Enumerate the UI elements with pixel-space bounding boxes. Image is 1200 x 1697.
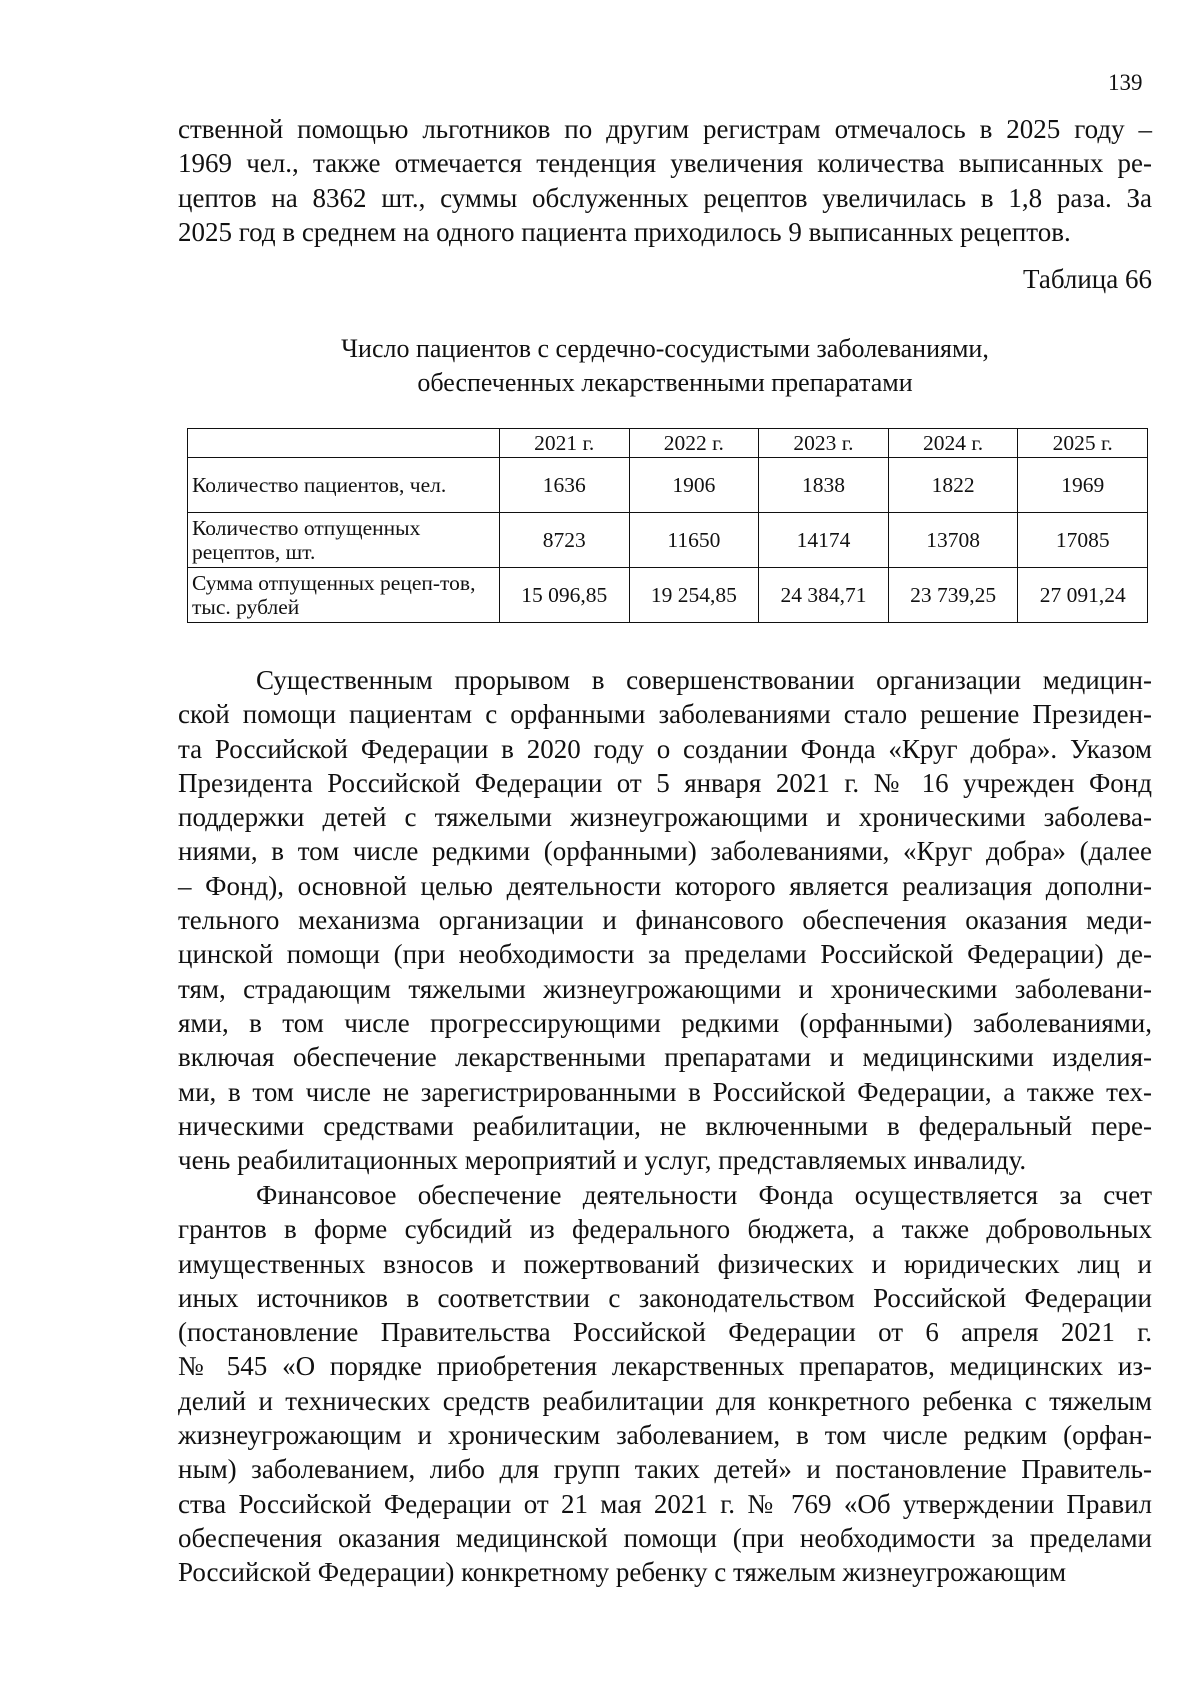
table-cell: 8723 (499, 513, 629, 568)
patients-table (187, 428, 1148, 623)
text-line: ническими средствами реабилитации, не включенными в федеральный пере- (178, 1110, 1152, 1141)
table-label: Таблица 66 (1023, 264, 1152, 294)
table-cell: 23 739,25 (888, 568, 1018, 623)
intro-paragraph (178, 112, 1152, 249)
text-line: Президента Российской Федерации от 5 января 2021 г. № 16 учрежден Фонд (178, 767, 1152, 798)
text-line: цинской помощи (при необходимости за пределами Российской Федерации) де- (178, 939, 1152, 970)
table-caption-line-2: обеспеченных лекарственными препаратами (417, 368, 913, 397)
body-paragraph-fund-creation (178, 663, 1152, 1177)
header-cell-2025: 2025 г. (1018, 429, 1148, 458)
row-label: Количество пациентов, чел. (188, 458, 500, 513)
text-line: та Российской Федерации в 2020 году о создании Фонда «Круг добра». Указом (178, 733, 1152, 764)
text-line: грантов в форме субсидий из федерального бюджета, а также добровольных (178, 1214, 1152, 1245)
text-line: ственной помощью льготников по другим регистрам отмечалось в 2025 году – (178, 114, 1152, 144)
text-line: ным) заболеванием, либо для групп таких детей» и постановление Правитель- (178, 1454, 1152, 1485)
table-row (188, 458, 1148, 513)
text-line: ниями, в том числе редкими (орфанными) заболеваниями, «Круг добра» (далее (178, 836, 1152, 867)
text-line: цептов на 8362 шт., суммы обслуженных рецептов увеличилась в 1,8 раза. За (178, 182, 1152, 213)
table-cell: 14174 (759, 513, 889, 568)
header-cell-2021: 2021 г. (499, 429, 629, 458)
text-line: делий и технических средств реабилитации для конкретного ребенка с тяжелым (178, 1385, 1152, 1416)
text-line: (постановление Правительства Российской Федерации от 6 апреля 2021 г. (178, 1317, 1152, 1348)
table-cell: 1838 (759, 458, 889, 513)
text-line: обеспечения оказания медицинской помощи (при необходимости за пределами (178, 1522, 1152, 1553)
table-caption-line-1: Число пациентов с сердечно-сосудистыми заболеваниями, (341, 334, 989, 363)
text-line: чень реабилитационных мероприятий и услуг, представляемых инвалиду. (178, 1145, 1027, 1176)
row-label: Количество отпущенных рецептов, шт. (188, 513, 500, 568)
text-line: 1969 чел., также отмечается тенденция увеличения количества выписанных ре- (178, 148, 1152, 179)
table-cell: 27 091,24 (1018, 568, 1148, 623)
table-cell: 17085 (1018, 513, 1148, 568)
table-cell: 11650 (629, 513, 759, 568)
text-line: иных источников в соответствии с законодательством Российской Федерации (178, 1282, 1152, 1313)
table-cell: 1822 (888, 458, 1018, 513)
text-line: 2025 год в среднем на одного пациента приходилось 9 выписанных рецептов. (178, 216, 1071, 247)
header-cell-empty (188, 429, 500, 458)
text-line: включая обеспечение лекарственными препаратами и медицинскими изделия- (178, 1042, 1152, 1073)
table-header-row (188, 429, 1148, 458)
table-cell: 1636 (499, 458, 629, 513)
text-line: жизнеугрожающим и хроническим заболеванием, в том числе редким (орфан- (178, 1420, 1152, 1451)
table-caption (178, 332, 1152, 400)
table-cell: 19 254,85 (629, 568, 759, 623)
table-cell: 13708 (888, 513, 1018, 568)
header-cell-2023: 2023 г. (759, 429, 889, 458)
text-line: ями, в том числе прогрессирующими редкими (орфанными) заболеваниями, (178, 1007, 1152, 1038)
text-line: Российской Федерации) конкретному ребенку с тяжелым жизнеугрожающим (178, 1557, 1067, 1588)
text-line: Существенным прорывом в совершенствовании организации медицин- (256, 665, 1152, 695)
header-cell-2022: 2022 г. (629, 429, 759, 458)
row-label: Сумма отпущенных рецеп-тов, тыс. рублей (188, 568, 500, 623)
header-cell-2024: 2024 г. (888, 429, 1018, 458)
page-number: 139 (1108, 70, 1143, 95)
text-line: ской помощи пациентам с орфанными заболеваниями стало решение Президен- (178, 699, 1152, 730)
table-cell: 24 384,71 (759, 568, 889, 623)
table-cell: 15 096,85 (499, 568, 629, 623)
text-line: ми, в том числе не зарегистрированными в Российской Федерации, а также тех- (178, 1076, 1152, 1107)
text-line: поддержки детей с тяжелыми жизнеугрожающими и хроническими заболева- (178, 802, 1152, 833)
table-cell: 1969 (1018, 458, 1148, 513)
table-row (188, 568, 1148, 623)
table-row (188, 513, 1148, 568)
text-line: тям, страдающим тяжелыми жизнеугрожающими и хроническими заболевани- (178, 973, 1152, 1004)
text-line: № 545 «О порядке приобретения лекарственных препаратов, медицинских из- (178, 1351, 1152, 1382)
text-line: имущественных взносов и пожертвований физических и юридических лиц и (178, 1248, 1152, 1279)
text-line: тельного механизма организации и финансового обеспечения оказания меди- (178, 905, 1152, 936)
table-cell: 1906 (629, 458, 759, 513)
text-line: Финансовое обеспечение деятельности Фонда осуществляется за счет (256, 1180, 1152, 1210)
text-line: ства Российской Федерации от 21 мая 2021 г. № 769 «Об утверждении Правил (178, 1488, 1152, 1519)
body-paragraph-fund-financing (178, 1178, 1152, 1590)
text-line: – Фонд), основной целью деятельности которого является реализация дополни- (178, 870, 1152, 901)
